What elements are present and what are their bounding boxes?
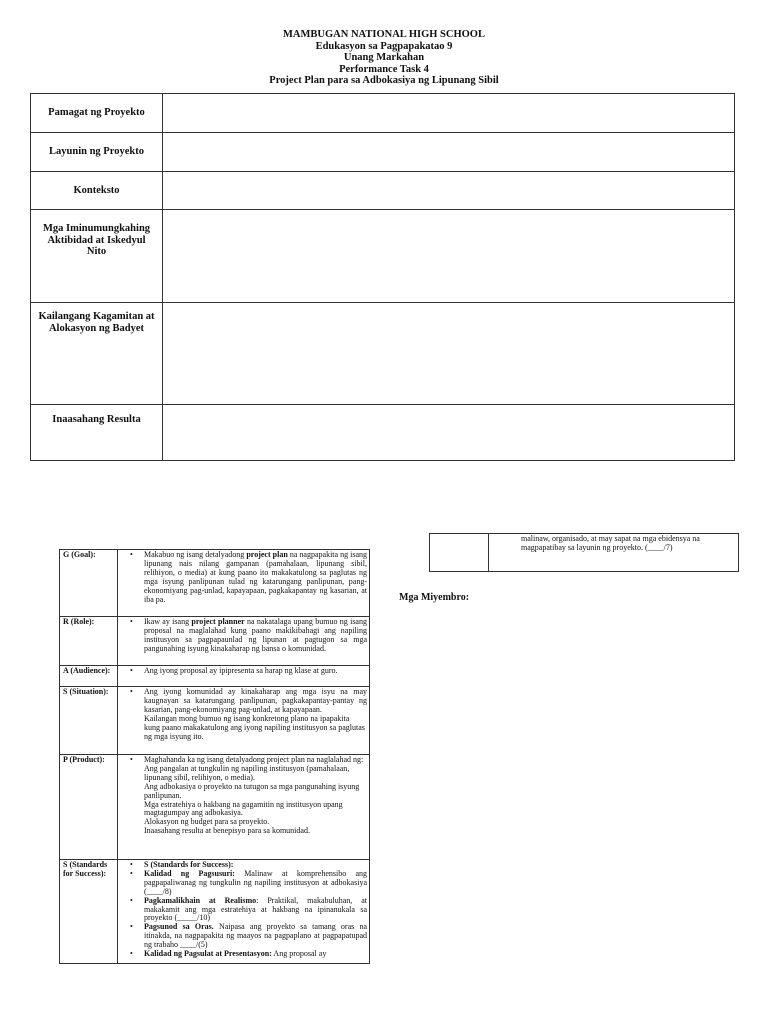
grasps-key: S (Standards for Success): <box>60 860 118 964</box>
grasps-item: • Kalidad ng Pagsulat at Presentasyon: Ang proposal ay <box>126 950 367 959</box>
grasps-item: • Ikaw ay isang project planner na nakatalaga upang bumuo ng isang proposal na maglalahad kung paano makikibahagi ang napiling institusyon sa pagpapaunlad ng lipunan at pagtugon sa mga pangunahing isyung kinakaharap ng bansa o komunidad. <box>126 618 367 654</box>
grasps-item: • Pagsunod sa Oras. Naipasa ang proyekto sa tamang oras na itinakda, na nagpapakita ng maayos na pagpaplano at pagpapatupad ng trabaho ____/(5) <box>126 923 367 950</box>
plan-answer-cell[interactable] <box>163 94 735 133</box>
grasps-item: • Pagkamalikhain at Realismo: Praktikal, makabuluhan, at makakamit ang mga estratehiya at hakbang na ipinanukala sa proyekto (_____/10) <box>126 897 367 924</box>
grasps-item: • Kalidad ng Pagsusuri: Malinaw at komprehensibo ang pagpapaliwanag ng tungkulin ng napiling institusyon at adbokasiya (____/8) <box>126 870 367 897</box>
plan-answer-cell[interactable] <box>163 210 735 303</box>
grasps-subtext: Kailangan mong bumuo ng isang konkretong plano na ipapakita kung paano makakatulong ang iyong napiling institusyon sa paglutas ng mga isyung ito. <box>144 713 365 741</box>
grasps-row-role <box>60 617 370 666</box>
grasps-key: A (Audience): <box>60 666 118 687</box>
quarter-name: Unang Markahan <box>343 52 425 63</box>
grasps-key: S (Situation): <box>60 687 118 755</box>
plan-row-activities <box>31 210 735 303</box>
grasps-row-product <box>60 755 370 860</box>
project-plan-table <box>30 93 735 461</box>
grasps-item: • S (Standards for Success): <box>126 861 367 870</box>
plan-row-objective <box>31 133 735 172</box>
plan-answer-cell[interactable] <box>163 405 735 461</box>
plan-label: Mga Iminumungkahing Aktibidad at Iskedyul Nito <box>42 223 151 257</box>
grasps-key: R (Role): <box>60 617 118 666</box>
product-line: Ang pangalan at tungkulin ng napiling institusyon (pamahalaan, lipunang sibil, relihiyon, o media). <box>144 763 350 782</box>
plan-label: Layunin ng Proyekto <box>49 146 144 158</box>
plan-label: Inaasahang Resulta <box>52 414 141 425</box>
product-line: Inaasahang resulta at benepisyo para sa komunidad. <box>144 826 310 836</box>
plan-label: Kailangang Kagamitan at Alokasyon ng Badyet <box>38 311 155 334</box>
plan-row-context <box>31 172 735 210</box>
continuation-empty-cell <box>430 534 489 572</box>
grasps-key: P (Product): <box>60 755 118 860</box>
school-name: MAMBUGAN NATIONAL HIGH SCHOOL <box>283 29 485 40</box>
plan-answer-cell[interactable] <box>163 303 735 405</box>
grasps-item: • Maghahanda ka ng isang detalyadong project plan na naglalahad ng: <box>126 756 367 765</box>
plan-answer-cell[interactable] <box>163 172 735 210</box>
grasps-row-audience <box>60 666 370 687</box>
grasps-item: • Ang iyong komunidad ay kinakaharap ang mga isyu na may kaugnayan sa katarungang panlipunan, pagkakapantay-pantay ng kasarian, pang-ekonomiyang pag-unlad, at kapayapaan. <box>126 688 367 715</box>
plan-row-results <box>31 405 735 461</box>
task-name: Performance Task 4 <box>339 63 429 75</box>
plan-label: Pamagat ng Proyekto <box>48 107 145 119</box>
grasps-key: G (Goal): <box>60 550 118 617</box>
document-title: Project Plan para sa Adbokasiya ng Lipunang Sibil <box>269 75 499 86</box>
product-line: Alokasyon ng budget para sa proyekto. <box>144 817 270 827</box>
grasps-row-standards <box>60 860 370 964</box>
grasps-row-situation <box>60 687 370 755</box>
plan-answer-cell[interactable] <box>163 133 735 172</box>
members-label: Mga Miyembro: <box>399 592 470 603</box>
grasps-item: • Makabuo ng isang detalyadong project plan na nagpapakita ng isang lipunang nais nilang gampanan (pamahalaan, lipunang sibil, relihiyon, o media) at kung paano ito makakatulong sa paglutas ng mga isyung panlipunan tulad ng katarungang panlipunan, pang-ekonomiyang pag-unlad, kapayapaan, pagkakapantay ng kasarian, at iba pa. <box>126 551 367 604</box>
plan-row-title <box>31 94 735 133</box>
grasps-table <box>59 549 370 964</box>
standards-continuation-table <box>429 533 739 572</box>
plan-row-budget <box>31 303 735 405</box>
product-line: Ang adbokasiya o proyekto na tutugon sa mga pangunahing isyung panlipunan. <box>144 781 360 800</box>
document-header <box>0 29 768 87</box>
continuation-text: malinaw, organisado, at may sapat na mga ebidensya na magpapatibay sa layunin ng proyekto. (____/7) <box>489 534 739 572</box>
subject-name: Edukasyon sa Pagpapakatao 9 <box>315 40 453 52</box>
grasps-row-goal <box>60 550 370 617</box>
product-line: Mga estratehiya o hakbang na gagamitin ng institusyon upang magtagumpay ang adbokasiya. <box>144 799 343 818</box>
plan-label: Konteksto <box>73 184 120 196</box>
grasps-item: • Ang iyong proposal ay ipipresenta sa harap ng klase at guro. <box>126 667 367 676</box>
